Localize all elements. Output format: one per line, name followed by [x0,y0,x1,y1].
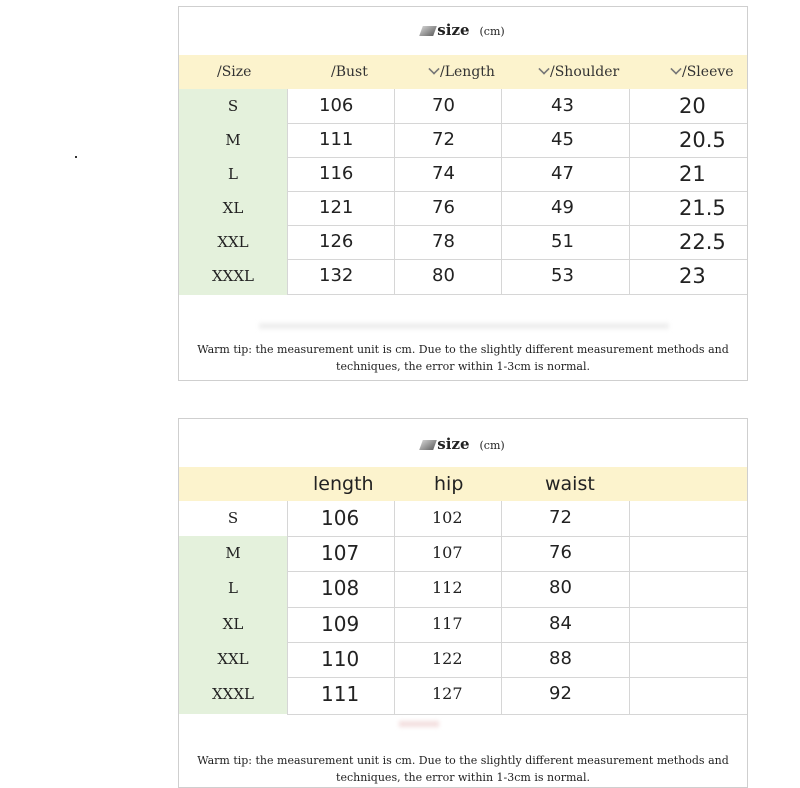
warm-tip-line1: Warm tip: the measurement unit is cm. Due to the slightly different measurement methods and [197,343,729,356]
hip-value: 112 [432,578,463,597]
shoulder-value: 53 [551,265,574,286]
warm-tip-line2: techniques, the error within 1-3cm is normal. [336,360,590,373]
table-row [179,225,747,259]
length-value: 107 [321,541,360,565]
warm-tip-line2: techniques, the error within 1-3cm is normal. [336,771,590,784]
waist-value: 88 [549,648,572,669]
shoulder-value: 45 [551,129,574,150]
size-chart-top-header [179,55,747,89]
waist-value: 76 [549,542,572,563]
shoulder-value: 47 [551,163,574,184]
table-row [179,571,747,605]
warm-tip [179,341,747,375]
hip-value: 127 [432,684,463,703]
table-row [179,157,747,191]
shoulder-value: 43 [551,95,574,116]
size-chart-bottom-title-row [179,419,747,467]
length-value: 76 [432,197,455,218]
table-row [179,123,747,157]
table-row [179,259,747,293]
waist-value: 84 [549,613,572,634]
size-label: S [227,509,239,527]
shoulder-value: 51 [551,231,574,252]
hip-value: 117 [432,614,463,633]
length-value: 74 [432,163,455,184]
stray-dot [75,156,77,158]
sleeve-value: 21.5 [679,196,726,220]
length-value: 110 [321,647,360,671]
header-length: length [313,473,374,495]
length-value: 111 [321,682,360,706]
length-value: 70 [432,95,455,116]
waist-value: 72 [549,507,572,528]
size-chart-bottom-title [179,435,747,453]
hip-value: 107 [432,543,463,562]
warm-tip [179,752,747,786]
table-row [179,642,747,676]
table-row [179,501,747,535]
size-chart-bottom [178,418,748,788]
size-label: XL [222,199,244,217]
title-text: size [437,21,470,39]
size-label: XL [222,615,244,633]
table-row [179,607,747,641]
size-chart-top-body [179,89,747,295]
size-chart-top [178,6,748,381]
size-chart-top-title [179,21,747,39]
size-label: XXL [217,233,249,251]
bust-value: 132 [319,265,354,286]
header-hip: hip [434,473,464,495]
table-row [179,191,747,225]
length-value: 108 [321,576,360,600]
table-row [179,89,747,123]
table-row [179,536,747,570]
table-row [179,677,747,711]
header-length: /Length [429,55,495,89]
sleeve-value: 22.5 [679,230,726,254]
bust-value: 106 [319,95,354,116]
size-chart-bottom-header [179,467,747,501]
bust-value: 121 [319,197,354,218]
checkmark-icon [419,440,437,450]
hip-value: 102 [432,508,463,527]
size-label: XXXL [212,267,254,285]
waist-value: 80 [549,577,572,598]
bust-value: 111 [319,129,354,150]
size-label: S [227,97,239,115]
shoulder-value: 49 [551,197,574,218]
checkmark-icon [419,26,437,36]
hip-value: 122 [432,649,463,668]
sleeve-value: 20.5 [679,128,726,152]
header-bust: /Bust [331,64,368,80]
length-value: 80 [432,265,455,286]
title-text: size [437,435,470,453]
sleeve-value: 21 [679,162,706,186]
size-chart-bottom-body [179,501,747,715]
size-chart-top-title-row [179,7,747,55]
waist-value: 92 [549,683,572,704]
size-label: M [225,131,241,149]
header-shoulder: /Shoulder [539,55,619,89]
size-label: XXL [217,650,249,668]
bust-value: 116 [319,163,354,184]
faded-text-line [259,323,669,329]
warm-tip-line1: Warm tip: the measurement unit is cm. Due to the slightly different measurement methods and [197,754,729,767]
header-sleeve: /Sleeve [671,55,734,89]
size-label: M [225,544,241,562]
unit-label: (cm) [479,25,505,38]
size-label: L [228,165,238,183]
faded-mark [399,721,439,727]
tick-icon [538,63,549,74]
size-label: XXXL [212,685,254,703]
length-value: 78 [432,231,455,252]
length-value: 106 [321,506,360,530]
bust-value: 126 [319,231,354,252]
tick-icon [428,63,439,74]
header-size: /Size [217,64,252,80]
size-label: L [228,579,238,597]
sleeve-value: 23 [679,264,706,288]
unit-label: (cm) [479,439,505,452]
tick-icon [670,63,681,74]
header-waist: waist [545,473,595,495]
length-value: 72 [432,129,455,150]
length-value: 109 [321,612,360,636]
sleeve-value: 20 [679,94,706,118]
